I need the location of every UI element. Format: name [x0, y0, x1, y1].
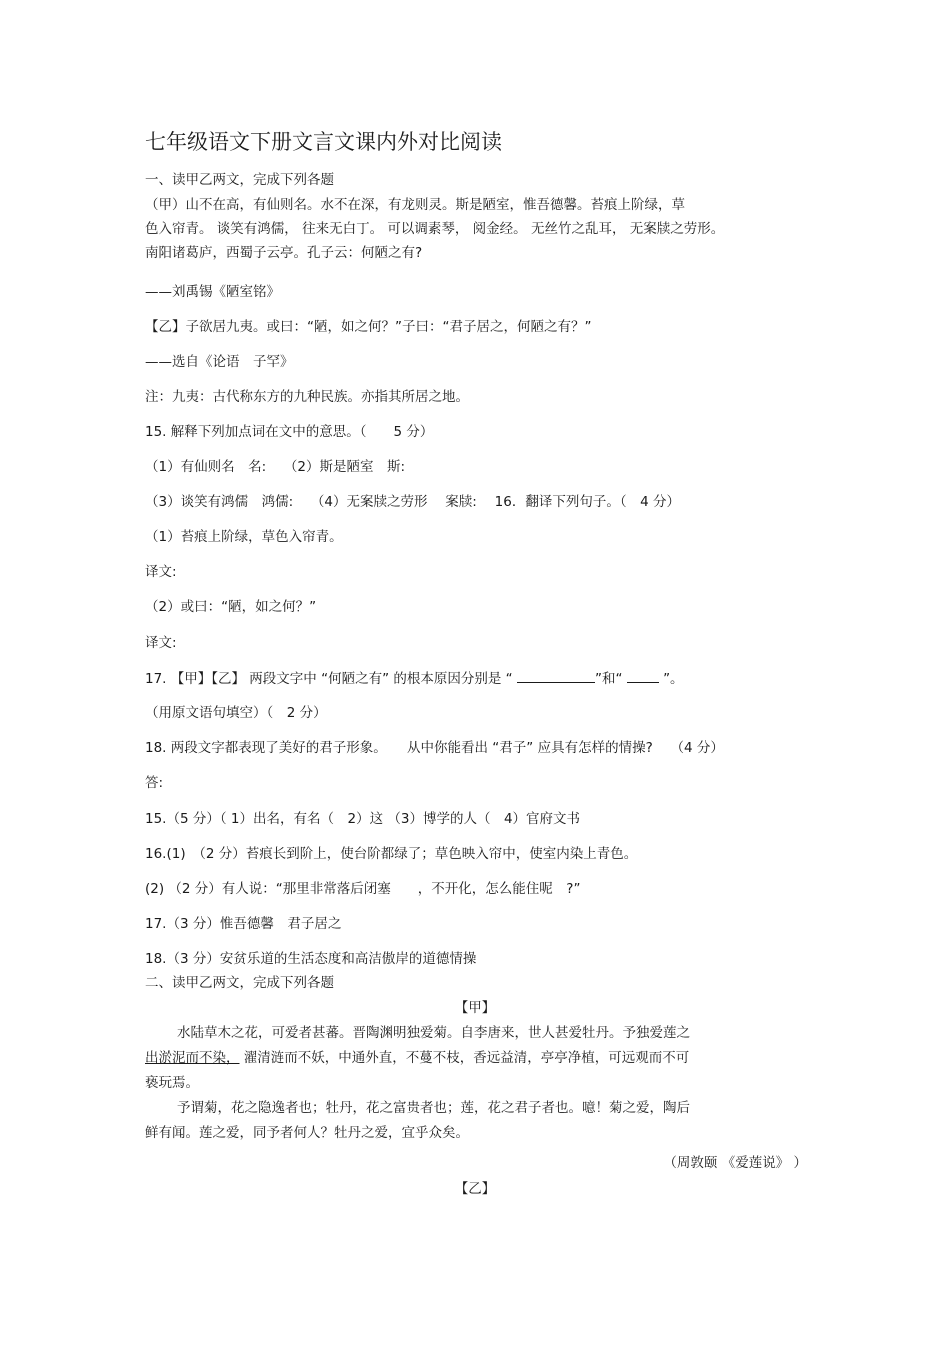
ailian-paragraph-line: 水陆草木之花，可爱者甚蕃。晋陶渊明独爱菊。自李唐来，世人甚爱牡丹。予独爱莲之 [177, 1025, 690, 1041]
section2-heading: 二、读甲乙两文，完成下列各题 [145, 975, 334, 991]
answer-15: 15.（5 分）（ 1）出名，有名（ 2）这 （3）博学的人（ 4）官府文书 [145, 811, 581, 827]
question-16-item: （2）或曰：“陋，如之何？” [145, 599, 317, 615]
jia-text-line: 色入帘青。 谈笑有鸿儒， 往来无白丁。 可以调素琴， 阅金经。 无丝竹之乱耳， 无案牍之劳形。 [145, 221, 725, 237]
section1-heading: 一、读甲乙两文，完成下列各题 [145, 172, 334, 188]
jia-source: ——刘禹锡《陋室铭》 [145, 284, 280, 300]
answer-17: 17.（3 分）惟吾德馨 君子居之 [145, 916, 342, 932]
question-16-item: （1）苔痕上阶绿，草色入帘青。 [145, 529, 343, 545]
annotation-note: 注：九夷：古代称东方的九种民族。亦指其所居之地。 [145, 389, 469, 405]
underlined-phrase: 出淤泥而不染， [145, 1050, 240, 1066]
fill-blank [627, 669, 659, 683]
translation-label: 译文: [145, 635, 177, 651]
ailian-paragraph-line [145, 1049, 689, 1067]
yi-source: ——选自《论语 子罕》 [145, 354, 294, 370]
ailian-source: （周敦颐 《爱莲说》 ） [663, 1155, 807, 1171]
jia-text-line: （甲）山不在高，有仙则名。水不在深，有龙则灵。斯是陋室，惟吾德馨。苔痕上阶绿，草 [145, 197, 685, 213]
jia-label: 【甲】 [454, 1000, 496, 1016]
answer-16-2: (2) （2 分）有人说：“那里非常落后闭塞 ，不开化，怎么能住呢 ?” [145, 881, 581, 897]
ailian-paragraph-line: 亵玩焉。 [145, 1075, 199, 1091]
question-17-text: 17. 【甲】【乙】 两段文字中 “何陋之有” 的根本原因分别是 “ [145, 671, 513, 687]
answer-16-1: 16.(1) （2 分）苔痕长到阶上，使台阶都绿了；草色映入帘中，使室内染上青色。 [145, 846, 638, 862]
ailian-paragraph-line: 予谓菊，花之隐逸者也；牡丹，花之富贵者也；莲，花之君子者也。噫！菊之爱，陶后 [177, 1100, 690, 1116]
question-17-text: ”。 [663, 671, 684, 687]
paragraph-text: 濯清涟而不妖，中通外直，不蔓不枝，香远益清，亭亭净植，可远观而不可 [243, 1050, 690, 1066]
page-title: 七年级语文下册文言文课内外对比阅读 [145, 130, 502, 154]
question-15: 15. 解释下列加点词在文中的意思。（ 5 分） [145, 424, 434, 440]
answer-18: 18.（3 分）安贫乐道的生活态度和高洁傲岸的道德情操 [145, 951, 477, 967]
yi-label: 【乙】 [454, 1181, 496, 1197]
question-15-items: （3）谈笑有鸿儒 鸿儒: （4）无案牍之劳形 案牍: 16．翻译下列句子。（ 4 分） [145, 494, 680, 510]
fill-blank [517, 669, 595, 683]
answer-label: 答: [145, 775, 164, 791]
jia-text-line: 南阳诸葛庐，西蜀子云亭。孔子云：何陋之有? [145, 245, 423, 261]
question-18: 18. 两段文字都表现了美好的君子形象。 从中你能看出 “君子” 应具有怎样的情操? （4 分） [145, 740, 724, 756]
question-17-text: ”和“ [594, 671, 623, 687]
ailian-paragraph-line: 鲜有闻。莲之爱，同予者何人？牡丹之爱，宜乎众矣。 [145, 1125, 469, 1141]
translation-label: 译文: [145, 564, 177, 580]
question-15-items: （1）有仙则名 名: （2）斯是陋室 斯: [145, 459, 406, 475]
question-17-note: （用原文语句填空）（ 2 分） [145, 705, 327, 721]
question-17 [145, 669, 684, 688]
yi-text-line: 【乙】子欲居九夷。或曰：“陋，如之何？”子曰：“君子居之，何陋之有？” [145, 319, 592, 335]
